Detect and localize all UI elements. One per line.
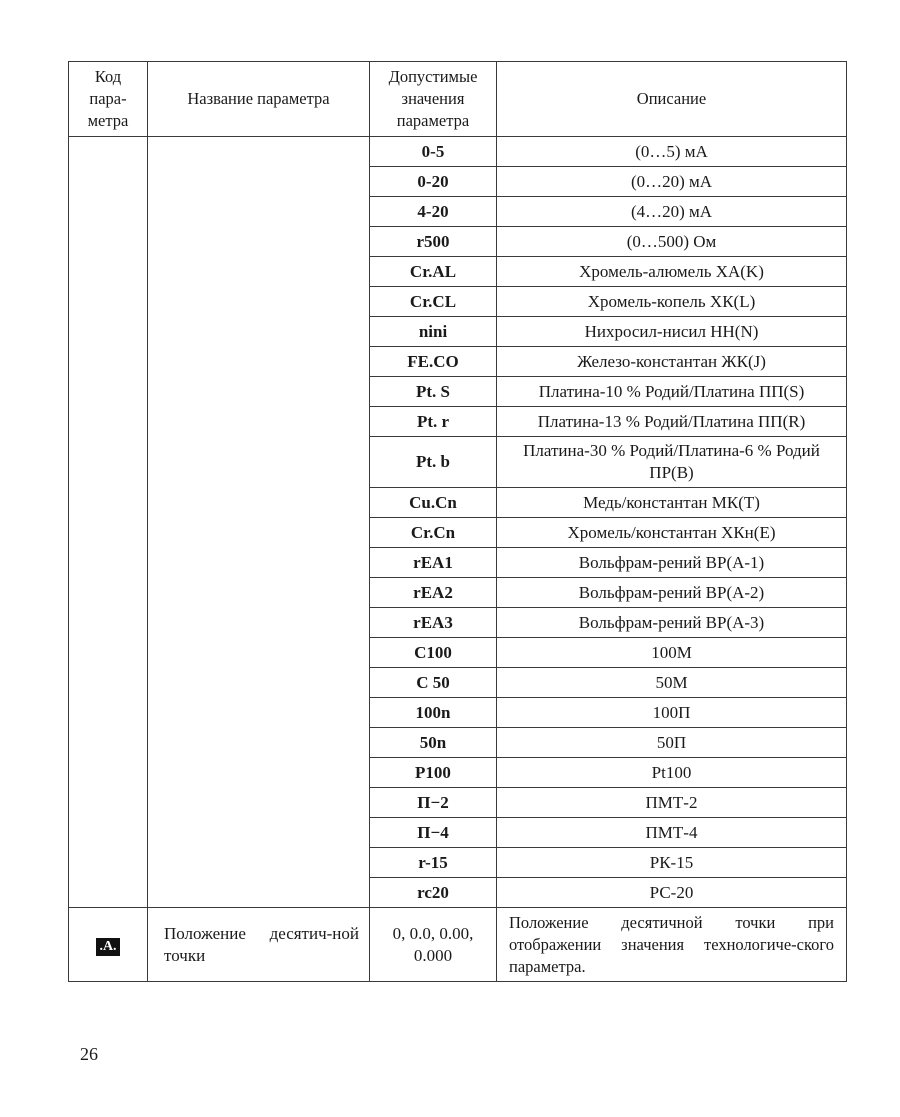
description-cell: Медь/константан МК(T) (497, 488, 847, 518)
header-description: Описание (497, 62, 847, 137)
header-code-line: пара- (89, 89, 127, 108)
value-line: 0.000 (413, 945, 453, 965)
value-cell: Cu.Cn (370, 488, 497, 518)
header-values (370, 62, 497, 137)
description-cell: Платина-30 % Родий/Платина-6 % Родий ПР(B) (497, 437, 847, 488)
header-code-line: Код (94, 67, 122, 86)
value-cell: П−4 (370, 818, 497, 848)
description-cell: 50М (497, 668, 847, 698)
value-cell: 4-20 (370, 197, 497, 227)
header-code-line: метра (87, 111, 129, 130)
table-header-row (69, 62, 847, 137)
value-cell: Pt. b (370, 437, 497, 488)
header-values-line: параметра (396, 111, 470, 130)
value-cell: r500 (370, 227, 497, 257)
value-cell: FE.CO (370, 347, 497, 377)
description-cell: (0…5) мА (497, 137, 847, 167)
description-cell: 50П (497, 728, 847, 758)
value-cell: 0-20 (370, 167, 497, 197)
value-cell: C 50 (370, 668, 497, 698)
decimal-point-row (69, 908, 847, 982)
value-cell: C100 (370, 638, 497, 668)
value-line: 0, 0.0, 0.00, (392, 923, 474, 943)
value-cell: Cr.CL (370, 287, 497, 317)
description-cell: Хромель-алюмель ХА(K) (497, 257, 847, 287)
description-cell: РК-15 (497, 848, 847, 878)
description-cell: Нихросил-нисил НН(N) (497, 317, 847, 347)
value-cell: Cr.Cn (370, 518, 497, 548)
header-code (69, 62, 148, 137)
description-cell: (0…20) мА (497, 167, 847, 197)
decimal-point-code-badge: .A. (96, 938, 119, 956)
value-cell: 0-5 (370, 137, 497, 167)
description-cell: Платина-10 % Родий/Платина ПП(S) (497, 377, 847, 407)
description-cell: (4…20) мА (497, 197, 847, 227)
parameters-table (68, 61, 847, 982)
description-cell: Вольфрам-рений ВР(А-2) (497, 578, 847, 608)
description-cell: Железо-константан ЖК(J) (497, 347, 847, 377)
value-cell: r-15 (370, 848, 497, 878)
value-cell: 50n (370, 728, 497, 758)
value-cell: nini (370, 317, 497, 347)
header-values-line: значения (401, 89, 465, 108)
description-cell: Вольфрам-рений ВР(А-1) (497, 548, 847, 578)
page-number: 26 (80, 1044, 98, 1064)
value-cell (370, 908, 497, 982)
description-cell: Pt100 (497, 758, 847, 788)
header-values-line: Допустимые (388, 67, 478, 86)
description-cell: ПМТ-4 (497, 818, 847, 848)
parameter-name-cell: Положение десятич-ной точки (148, 908, 370, 982)
description-cell: РС-20 (497, 878, 847, 908)
value-cell: 100n (370, 698, 497, 728)
description-cell: Хромель-копель ХК(L) (497, 287, 847, 317)
value-cell: rEA2 (370, 578, 497, 608)
value-cell: Cr.AL (370, 257, 497, 287)
value-cell: Pt. S (370, 377, 497, 407)
description-cell: 100П (497, 698, 847, 728)
description-cell: Вольфрам-рений ВР(А-3) (497, 608, 847, 638)
description-cell: Хромель/константан ХКн(E) (497, 518, 847, 548)
value-cell: rc20 (370, 878, 497, 908)
value-cell: П−2 (370, 788, 497, 818)
header-name: Название параметра (148, 62, 370, 137)
description-cell: ПМТ-2 (497, 788, 847, 818)
value-cell: rEA3 (370, 608, 497, 638)
code-cell-empty (69, 137, 148, 908)
value-cell: P100 (370, 758, 497, 788)
description-cell: Положение десятичной точки при отображении значения технологиче-ского параметра. (497, 908, 847, 982)
name-cell-empty (148, 137, 370, 908)
code-cell (69, 908, 148, 982)
description-cell: Платина-13 % Родий/Платина ПП(R) (497, 407, 847, 437)
description-cell: (0…500) Ом (497, 227, 847, 257)
table-row (69, 137, 847, 167)
value-cell: rEA1 (370, 548, 497, 578)
value-cell: Pt. r (370, 407, 497, 437)
description-cell: 100М (497, 638, 847, 668)
